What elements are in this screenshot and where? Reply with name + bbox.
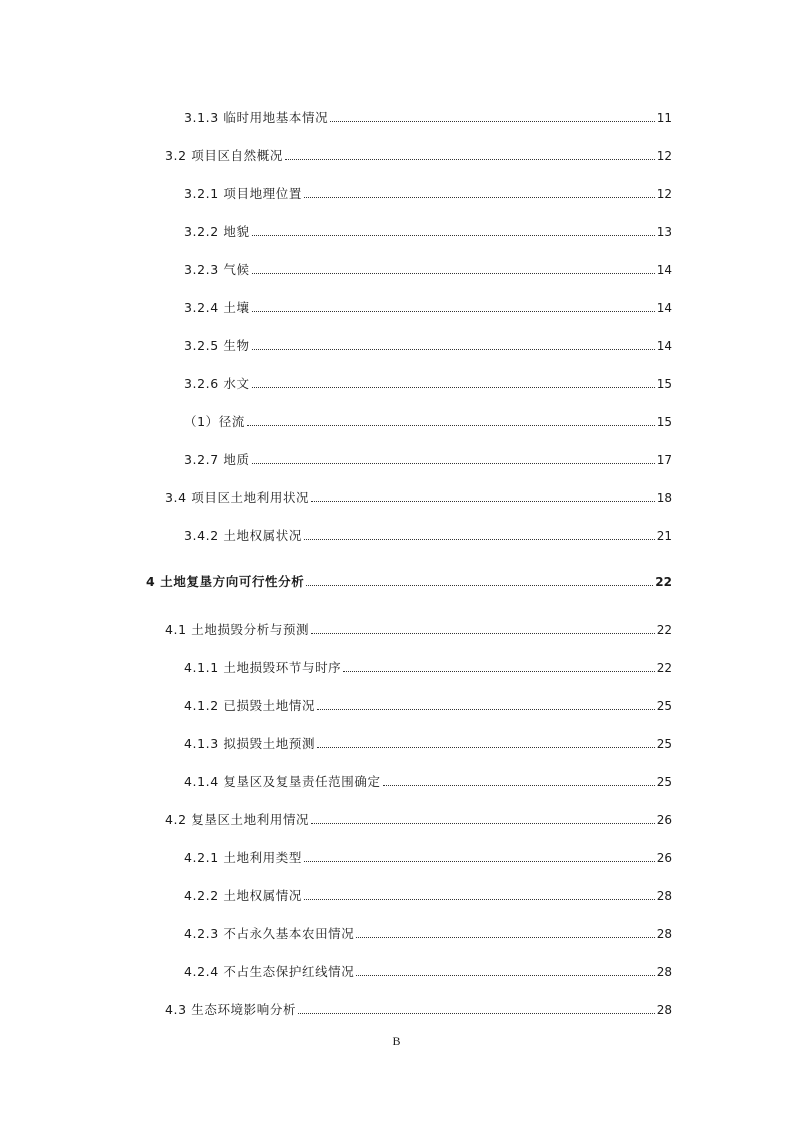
toc-entry-page: 28 <box>656 965 672 979</box>
toc-entry[interactable] <box>184 960 672 980</box>
toc-entry-label: 3.2.5 生物 <box>184 338 250 353</box>
toc-entry[interactable] <box>165 486 672 506</box>
toc-entry-page: 15 <box>656 377 672 391</box>
dot-leader <box>304 861 655 862</box>
toc-entry-label: 3.2.1 项目地理位置 <box>184 186 302 201</box>
toc-entry[interactable] <box>184 770 672 790</box>
toc-entry[interactable] <box>165 998 672 1018</box>
toc-entry-label: 4.1.4 复垦区及复垦责任范围确定 <box>184 774 381 789</box>
toc-entry[interactable] <box>165 808 672 828</box>
toc-entry-label: 4.1.1 土地损毁环节与时序 <box>184 660 342 675</box>
toc-entry-page: 21 <box>656 529 672 543</box>
dot-leader <box>330 121 655 122</box>
toc-entry-page: 22 <box>656 661 672 675</box>
dot-leader <box>304 197 655 198</box>
dot-leader <box>356 937 654 938</box>
toc-entry[interactable] <box>184 410 672 430</box>
toc-entry-label: 3.4.2 土地权属状况 <box>184 528 302 543</box>
toc-entry-label: 4.2.3 不占永久基本农田情况 <box>184 926 355 941</box>
toc-entry-page: 26 <box>656 851 672 865</box>
toc-entry-label: 3.4 项目区土地利用状况 <box>165 490 310 505</box>
toc-entry[interactable] <box>184 182 672 202</box>
toc-entry-page: 17 <box>656 453 672 467</box>
toc-entry-page: 28 <box>656 927 672 941</box>
toc-entry-page: 22 <box>656 623 672 637</box>
toc-entry[interactable] <box>165 618 672 638</box>
toc-entry[interactable] <box>184 732 672 752</box>
toc-entry[interactable] <box>184 334 672 354</box>
toc-entry-page: 25 <box>656 699 672 713</box>
dot-leader <box>311 633 655 634</box>
dot-leader <box>252 235 655 236</box>
toc-entry-page: 15 <box>656 415 672 429</box>
toc-entry-page: 28 <box>656 889 672 903</box>
toc-entry-page: 26 <box>656 813 672 827</box>
toc-entry-label: 3.1.3 临时用地基本情况 <box>184 110 329 125</box>
toc-entry-label: 3.2 项目区自然概况 <box>165 148 283 163</box>
dot-leader <box>285 159 655 160</box>
toc-entry-label: 4.2.4 不占生态保护红线情况 <box>184 964 355 979</box>
dot-leader <box>306 585 653 586</box>
toc-entry-page: 14 <box>656 263 672 277</box>
toc-entry-label: 3.2.2 地貌 <box>184 224 250 239</box>
toc-entry-label: 3.2.4 土壤 <box>184 300 250 315</box>
toc-entry-label: 4.2.1 土地利用类型 <box>184 850 302 865</box>
page-number: B <box>392 1034 401 1048</box>
toc-entry[interactable] <box>184 846 672 866</box>
dot-leader <box>247 425 655 426</box>
toc-entry-label: 4.1.3 拟损毁土地预测 <box>184 736 316 751</box>
toc-entry-label: 4.2 复垦区土地利用情况 <box>165 812 310 827</box>
dot-leader <box>304 899 655 900</box>
toc-entry[interactable] <box>184 296 672 316</box>
toc-entry[interactable] <box>184 922 672 942</box>
dot-leader <box>252 311 655 312</box>
toc-entry-label: 4.2.2 土地权属情况 <box>184 888 302 903</box>
dot-leader <box>356 975 654 976</box>
dot-leader <box>311 823 655 824</box>
toc-entry-label: 3.2.3 气候 <box>184 262 250 277</box>
dot-leader <box>252 463 655 464</box>
dot-leader <box>317 709 655 710</box>
toc-entry[interactable] <box>184 258 672 278</box>
toc-entry-page: 18 <box>656 491 672 505</box>
toc-entry[interactable] <box>184 106 672 126</box>
toc-entry-page: 13 <box>656 225 672 239</box>
dot-leader <box>298 1013 655 1014</box>
toc-entry-page: 25 <box>656 737 672 751</box>
toc-entry-page: 14 <box>656 301 672 315</box>
toc-entry[interactable] <box>184 448 672 468</box>
toc-entry[interactable] <box>165 144 672 164</box>
dot-leader <box>311 501 655 502</box>
toc-entry-page: 12 <box>656 149 672 163</box>
dot-leader <box>383 785 655 786</box>
toc-entry-label: （1）径流 <box>184 414 245 429</box>
toc-entry-label: 3.2.7 地质 <box>184 452 250 467</box>
dot-leader <box>317 747 655 748</box>
toc-entry[interactable] <box>184 656 672 676</box>
toc-entry-page: 11 <box>656 111 672 125</box>
toc-entry-label: 3.2.6 水文 <box>184 376 250 391</box>
dot-leader <box>343 671 654 672</box>
toc-entry-label: 4.1 土地损毁分析与预测 <box>165 622 310 637</box>
toc-entry-page: 28 <box>656 1003 672 1017</box>
toc-entry[interactable] <box>184 372 672 392</box>
toc-entry-label: 4.1.2 已损毁土地情况 <box>184 698 316 713</box>
toc-entry-page: 25 <box>656 775 672 789</box>
toc-entry-label: 4 土地复垦方向可行性分析 <box>146 574 305 589</box>
toc-entry-page: 12 <box>656 187 672 201</box>
toc-entry[interactable] <box>184 524 672 544</box>
toc-entry-chapter[interactable] <box>146 570 672 590</box>
toc-entry[interactable] <box>184 694 672 714</box>
toc-entry[interactable] <box>184 220 672 240</box>
dot-leader <box>252 387 655 388</box>
toc-entry-page: 22 <box>655 575 672 589</box>
toc-entry[interactable] <box>184 884 672 904</box>
dot-leader <box>252 349 655 350</box>
dot-leader <box>304 539 655 540</box>
dot-leader <box>252 273 655 274</box>
toc-entry-label: 4.3 生态环境影响分析 <box>165 1002 297 1017</box>
toc-entry-page: 14 <box>656 339 672 353</box>
